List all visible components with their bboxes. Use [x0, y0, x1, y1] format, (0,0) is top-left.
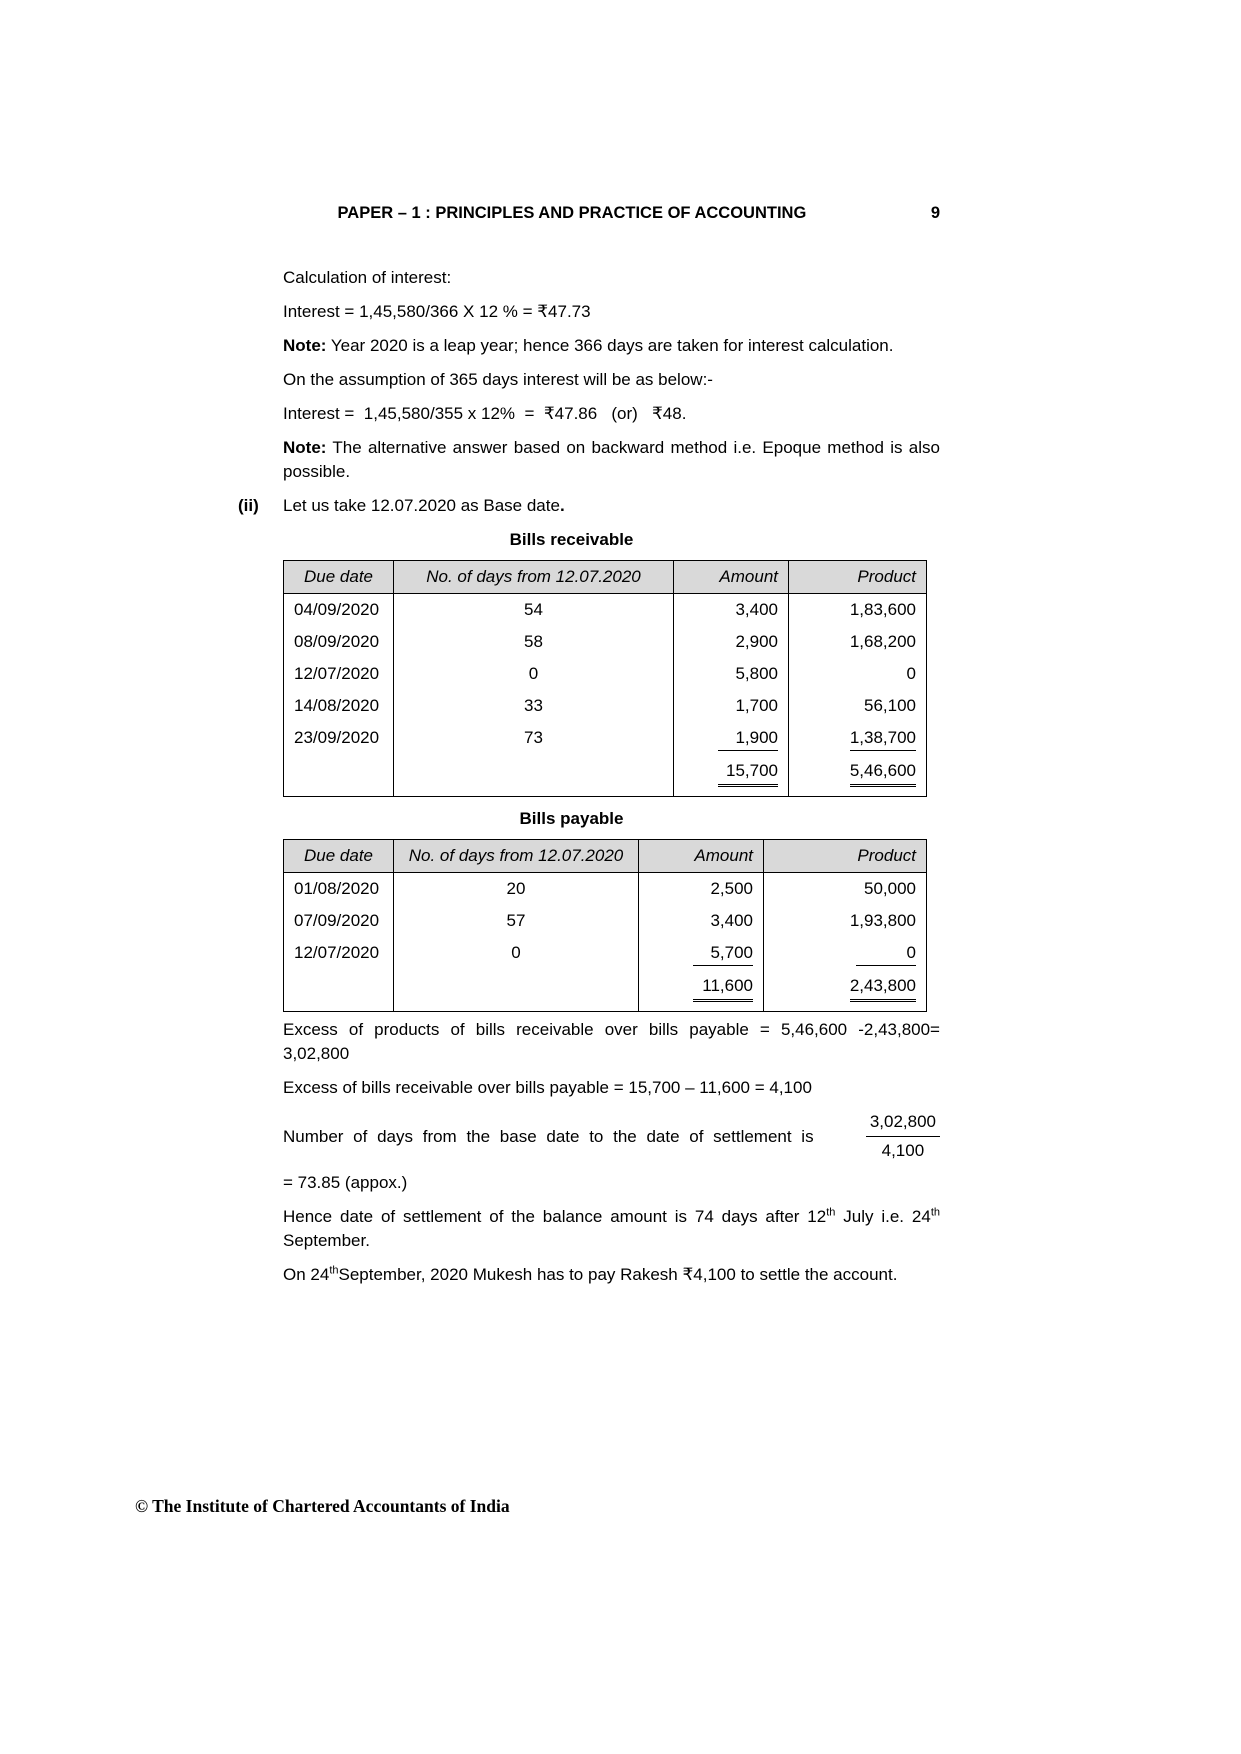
- cell-due-date: 08/09/2020: [284, 626, 394, 658]
- cell-days: 54: [394, 594, 674, 627]
- cell-due-date: 12/07/2020: [284, 937, 394, 970]
- underlined-value: 0: [856, 941, 916, 966]
- cell-amount: 2,900: [674, 626, 789, 658]
- cell-total-amount: [674, 755, 789, 797]
- cell-due-date: 01/08/2020: [284, 873, 394, 906]
- page-content: [238, 266, 940, 1297]
- table-row: [284, 722, 927, 755]
- list-item-ii: [238, 494, 940, 518]
- page-number: 9: [930, 204, 940, 222]
- cell-product: 1,68,200: [789, 626, 927, 658]
- cell-due-date: 04/09/2020: [284, 594, 394, 627]
- superscript-th: th: [826, 1206, 836, 1219]
- cell-amount: 3,400: [639, 905, 764, 937]
- cell-due-date: 12/07/2020: [284, 658, 394, 690]
- bills-receivable-table: [283, 560, 927, 797]
- cell-amount: [674, 722, 789, 755]
- cell-empty: [394, 970, 639, 1012]
- double-underlined-total: 5,46,600: [850, 759, 916, 787]
- final-text: On 24: [283, 1265, 330, 1284]
- cell-amount: 3,400: [674, 594, 789, 627]
- list-item-period: .: [559, 496, 565, 515]
- cell-amount: 1,700: [674, 690, 789, 722]
- note-text: The alternative answer based on backward method i.e. Epoque method is also possible.: [283, 438, 940, 481]
- note-text: Year 2020 is a leap year; hence 366 days are taken for interest calculation.: [326, 336, 894, 355]
- cell-days: 73: [394, 722, 674, 755]
- table-row: [284, 626, 927, 658]
- settlement-text: September.: [283, 1231, 370, 1250]
- bills-payable-table: [283, 839, 927, 1012]
- table-header-row: [284, 840, 927, 873]
- cell-amount: 5,800: [674, 658, 789, 690]
- cell-due-date: 07/09/2020: [284, 905, 394, 937]
- cell-total-product: [764, 970, 927, 1012]
- list-item-marker: (ii): [238, 496, 259, 515]
- col-header-days: No. of days from 12.07.2020: [394, 561, 674, 594]
- cell-days: 33: [394, 690, 674, 722]
- settlement-text: July i.e. 24: [835, 1207, 931, 1226]
- underlined-value: 1,38,700: [850, 726, 916, 751]
- double-underlined-total: 2,43,800: [850, 974, 916, 1002]
- double-underlined-total: 11,600: [693, 974, 753, 1002]
- cell-amount: 2,500: [639, 873, 764, 906]
- fraction-numerator: 3,02,800: [866, 1110, 940, 1137]
- paragraph-assumption-365: On the assumption of 365 days interest will be as below:-: [283, 370, 713, 389]
- cell-due-date: 14/08/2020: [284, 690, 394, 722]
- table-row: [284, 594, 927, 627]
- paragraph-calc-interest: Calculation of interest:: [283, 268, 452, 287]
- copyright-footer: © The Institute of Chartered Accountants of India: [135, 1496, 510, 1516]
- col-header-amount: Amount: [674, 561, 789, 594]
- cell-product: [789, 722, 927, 755]
- paragraph-excess-products: Excess of products of bills receivable over bills payable = 5,46,600 -2,43,800= 3,02,800: [283, 1020, 940, 1063]
- superscript-th: th: [930, 1206, 940, 1219]
- cell-days: 20: [394, 873, 639, 906]
- underlined-value: 5,700: [693, 941, 753, 966]
- table-row: [284, 690, 927, 722]
- cell-total-product: [789, 755, 927, 797]
- cell-empty: [284, 970, 394, 1012]
- cell-empty: [394, 755, 674, 797]
- cell-days: 57: [394, 905, 639, 937]
- paragraph-approx-result: = 73.85 (appox.): [283, 1173, 408, 1192]
- paragraph-days-settlement: [283, 1110, 940, 1163]
- cell-days: 58: [394, 626, 674, 658]
- table-total-row: [284, 755, 927, 797]
- cell-product: 0: [789, 658, 927, 690]
- settlement-text: Hence date of settlement of the balance amount is 74 days after 12: [283, 1207, 827, 1226]
- cell-due-date: 23/09/2020: [284, 722, 394, 755]
- col-header-due-date: Due date: [284, 840, 394, 873]
- paragraph-interest-355: Interest = 1,45,580/355 x 12% = ₹47.86 (or) ₹48.: [283, 404, 687, 423]
- table-header-row: [284, 561, 927, 594]
- header-title: PAPER – 1 : PRINCIPLES AND PRACTICE OF ACCOUNTING: [337, 204, 807, 222]
- note-label: Note:: [283, 336, 327, 355]
- page-header: [283, 204, 940, 223]
- cell-product: 56,100: [789, 690, 927, 722]
- cell-product: 50,000: [764, 873, 927, 906]
- paragraph-final-settlement: [283, 1263, 940, 1287]
- paragraph-note-leap-year: [283, 334, 940, 358]
- col-header-days: No. of days from 12.07.2020: [394, 840, 639, 873]
- cell-empty: [284, 755, 394, 797]
- paragraph-settlement-date: [283, 1205, 940, 1253]
- cell-product: 1,83,600: [789, 594, 927, 627]
- bills-payable-title: Bills payable: [519, 809, 624, 828]
- table-row: [284, 937, 927, 970]
- table-row: [284, 905, 927, 937]
- fraction: [866, 1110, 940, 1163]
- days-settlement-text: Number of days from the base date to the date of settlement is: [283, 1126, 814, 1146]
- cell-total-amount: [639, 970, 764, 1012]
- paragraph-note-alternative: [283, 436, 940, 484]
- table-total-row: [284, 970, 927, 1012]
- table-row: [284, 658, 927, 690]
- col-header-amount: Amount: [639, 840, 764, 873]
- col-header-due-date: Due date: [284, 561, 394, 594]
- double-underlined-total: 15,700: [718, 759, 778, 787]
- table-row: [284, 873, 927, 906]
- paragraph-interest-366: Interest = 1,45,580/366 X 12 % = ₹47.73: [283, 302, 591, 321]
- list-item-text: Let us take 12.07.2020 as Base date: [283, 496, 560, 515]
- note-label: Note:: [283, 438, 327, 457]
- cell-product: [764, 937, 927, 970]
- bills-receivable-title: Bills receivable: [509, 530, 634, 549]
- col-header-product: Product: [764, 840, 927, 873]
- cell-product: 1,93,800: [764, 905, 927, 937]
- fraction-denominator: 4,100: [881, 1141, 925, 1160]
- cell-days: 0: [394, 937, 639, 970]
- underlined-value: 1,900: [718, 726, 778, 751]
- paragraph-excess-bills: Excess of bills receivable over bills payable = 15,700 – 11,600 = 4,100: [283, 1078, 812, 1097]
- col-header-product: Product: [789, 561, 927, 594]
- superscript-th: th: [329, 1264, 339, 1277]
- cell-amount: [639, 937, 764, 970]
- final-text: September, 2020 Mukesh has to pay Rakesh ₹4,100 to settle the account.: [338, 1265, 898, 1284]
- cell-days: 0: [394, 658, 674, 690]
